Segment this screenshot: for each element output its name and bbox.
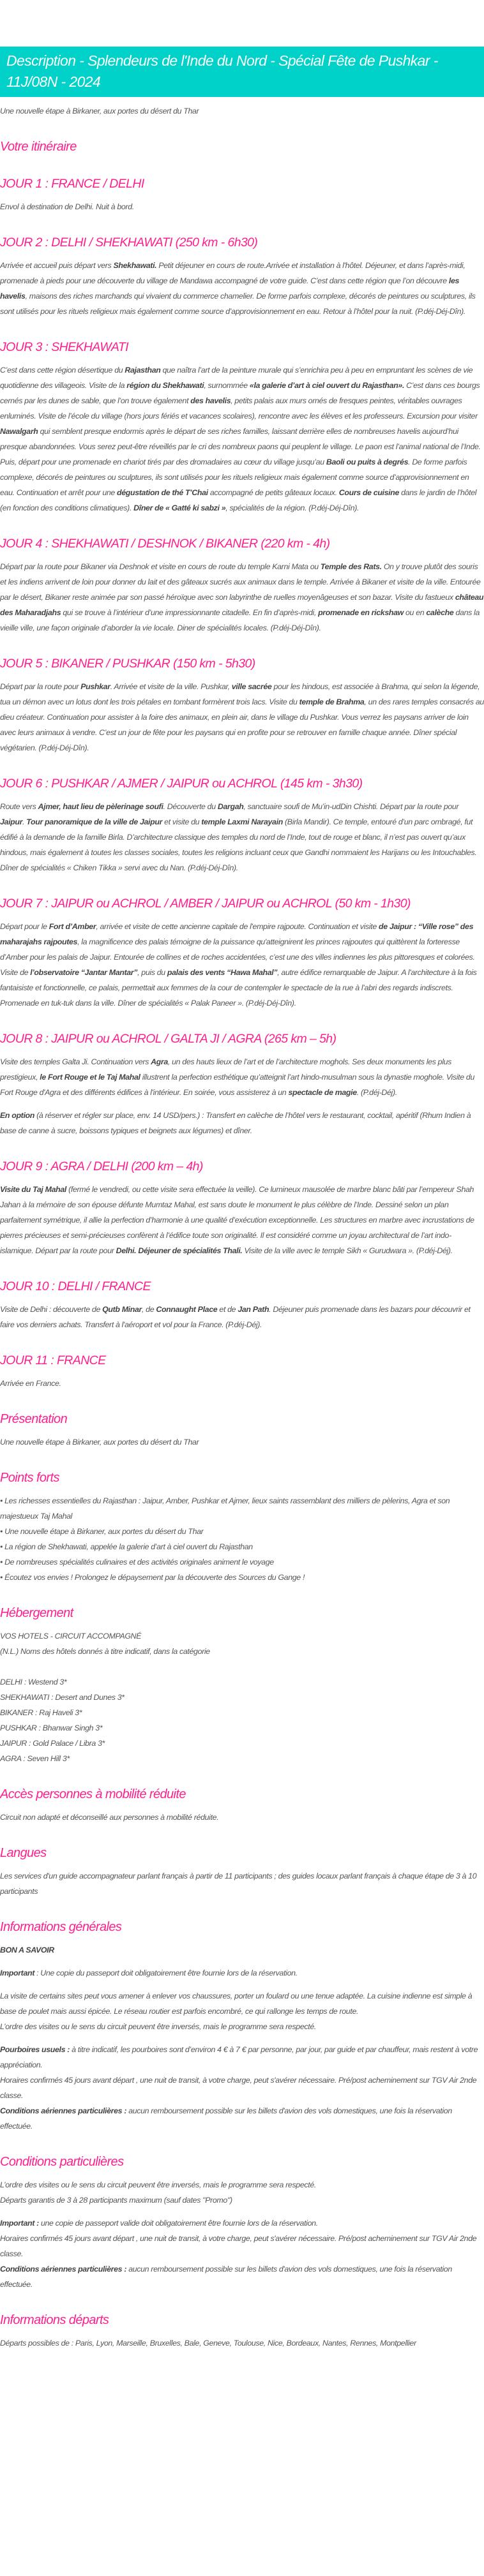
paragraph: [0, 1434, 484, 1450]
text: VOS HOTELS - CIRCUIT ACCOMPAGNÉ: [0, 1632, 142, 1641]
text: Route vers: [0, 802, 38, 811]
bold-text: Tour panoramique de la ville de Jaipur: [26, 817, 163, 826]
bold-text: Ajmer, haut lieu de pèlerinage soufi: [38, 802, 163, 811]
bold-text: Connaught Place: [156, 1305, 218, 1314]
paragraph: [0, 1810, 484, 1825]
day-heading: JOUR 9 : AGRA / DELHI (200 km – 4h): [0, 1159, 203, 1173]
text: Envol à destination de Delhi. Nuit à bord.: [0, 202, 134, 211]
day-heading: JOUR 6 : PUSHKAR / AJMER / JAIPUR ou ACHROL (145 km - 3h30): [0, 777, 363, 791]
bold-text: les havelis: [0, 276, 460, 301]
text: AGRA : Seven Hill 3*: [0, 1754, 70, 1763]
bold-text: le Fort Rouge et le Taj Mahal: [40, 1073, 140, 1082]
bold-text: palais des vents “Hawa Mahal”: [167, 968, 278, 977]
text: BIKANER : Raj Haveli 3*: [0, 1708, 82, 1717]
text: (à réserver et régler sur place, env. 14 USD/pers.) : Transfert en calèche de l’hôtel vers le restaurant, cocktail, apéritif (Rhum Indien à base de canne à sucre, boissons typiques et beignets aux légumes) et dîner.: [0, 1111, 471, 1135]
text: et visite du: [162, 817, 202, 826]
text: Visite de la ville avec le temple Sikh « Gurudwara ». (P.déj-Déj).: [242, 1246, 453, 1255]
bold-text: Pourboires usuels :: [0, 2045, 70, 2054]
text: illustrent la perfection esthétique qu’atteignit l’art hindo-musulman sous la dynastie moghole. Visite du Fort Rouge d'Agra et des différents édifices à l'intérieur. En soirée, vous assisterez à un: [0, 1073, 474, 1097]
day-heading: JOUR 3 : SHEKHAWATI: [0, 340, 128, 354]
paragraph: [0, 1868, 484, 1899]
bold-text: BON A SAVOIR: [0, 1946, 54, 1954]
bold-text: Jan Path: [238, 1305, 269, 1314]
bold-text: temple Laxmi Narayain: [201, 817, 283, 826]
text: , un des hauts lieux de l’art et de l’architecture moghols. Ses deux monuments les plus prestigieux,: [0, 1057, 452, 1082]
text: , spécialités de la région. (P.déj-Déj-Dîn).: [225, 503, 359, 512]
bold-text: Jaipur: [0, 817, 23, 826]
paragraph: [0, 258, 484, 319]
paragraph: [0, 679, 484, 756]
text: • Les richesses essentielles du Rajasthan : Jaipur, Amber, Pushkar et Ajmer, lieux saints rassemblant des milliers de pèlerins, Agra et son majestueux Taj Mahal: [0, 1496, 450, 1521]
day-heading: JOUR 5 : BIKANER / PUSHKAR (150 km - 5h30): [0, 657, 255, 671]
bold-text: Shekhawati.: [113, 261, 157, 270]
text: Arrivée et accueil puis départ vers: [0, 261, 114, 270]
paragraph: [0, 199, 484, 214]
title-banner: [0, 47, 484, 97]
text: , un des rares temples consacrés au dieu créateur. Continuation pour assister à la foire des animaux, en plein air, dans le village du Pushkar. Vous verrez les paysans arriver de loin avec leurs animaux à vendre. C’est un jour de fête pour les paysans qui en profite pour se retrouver en famille chaque année. Dîner spécial végétarien. (P.déj-Déj-Dîn).: [0, 697, 484, 752]
paragraph: [0, 1942, 484, 1958]
text: L’ordre des visites ou le sens du circuit peuvent être inversés, mais le programme sera respecté.: [0, 2180, 316, 2189]
bold-text: Dîner de « Gatté ki sabzi »: [133, 503, 226, 512]
bold-text: Agra: [151, 1057, 168, 1066]
section-heading: Votre itinéraire: [0, 140, 77, 154]
bold-text: spectacle de magie: [288, 1088, 357, 1097]
paragraph: [0, 1988, 484, 2034]
text: . Déjeuner puis promenade dans les bazars pour découvrir et faire vos derniers achats. Transfert à l'aéroport et vol pour la France. (P.déj-Déj).: [0, 1305, 471, 1329]
text: (Birla Mandir). Ce temple, entouré d’un parc ombragé, fut édifié à la demande de la famille Birla. D’architecture classique des temples du nord de l’Inde, tout de rouge et blanc, il n’est pas ouvert qu’aux hindous, mais également à toutes les classes sociales, toutes les religions incluant ceux que Gandhi nommaient les Harijans ou les Intouchables. Dîner de spécialités « Chiken Tikka » servi avec du Nan. (P.déj-Déj-Dîn).: [0, 817, 477, 872]
section-heading: Accès personnes à mobilité réduite: [0, 1787, 186, 1801]
bold-text: En option: [0, 1111, 34, 1120]
text: . Arrivée et visite de la ville. Pushkar,: [110, 682, 232, 691]
bold-text: Rajasthan: [125, 366, 161, 375]
bold-text: Important: [0, 1969, 34, 1977]
bold-text: des havelis: [190, 396, 231, 405]
text: une copie de passeport valide doit obligatoirement être fournie lors de la réservation.: [38, 2219, 318, 2228]
paragraph: [0, 1108, 484, 1138]
text: , petits palais aux murs ornés de fresques peintes, véritables ouvrages enluminés. Visite de l’école du village (hors jours fériés et vacances scolaires), rencontre avec les élèves et les professeurs. Excursion pour visiter: [0, 396, 478, 421]
text: aucun remboursement possible sur les billets d'avion des vols domestiques, une fois la réservation effectuée.: [0, 2106, 452, 2131]
bold-text: Fort d’Amber: [49, 922, 96, 931]
text: Départs possibles de : Paris, Lyon, Marseille, Bruxelles, Bale, Geneve, Toulouse, Nice, Bordeaux, Nantes, Rennes, Montpellier: [0, 2339, 416, 2348]
text: qui se trouve à l’intérieur d’une impressionnante citadelle. En fin d’après-midi,: [61, 608, 319, 617]
text: Visite des temples Galta Ji. Continuation vers: [0, 1057, 151, 1066]
text: dans la vieille ville, une façon originale d’aborder la vie locale. Diner de spécialités locales. (P.déj-Déj-Dîn).: [0, 608, 480, 632]
text: , puis du: [137, 968, 167, 977]
paragraph: [0, 2042, 484, 2134]
bold-text: Important :: [0, 2219, 39, 2228]
text: Départs garantis de 3 à 28 participants maximum (sauf dates "Promo"): [0, 2196, 232, 2205]
text: C’est dans ces bourgs cernés par les dunes de sable, que l’on trouve également: [0, 381, 480, 405]
day-heading: JOUR 8 : JAIPUR ou ACHROL / GALTA JI / AGRA (265 km – 5h): [0, 1032, 337, 1046]
text: , maisons des riches marchands qui vivaient du commerce chamelier. De forme parfois complexe, décorés de peintures ou sculptures, ils sont utilisés pour les rituels religieux mais également comme source d’approvisionnement en eau. Retour à l’hôtel pour la nuit. (P.déj-Déj-Dîn).: [0, 292, 476, 316]
text: PUSHKAR : Bhanwar Singh 3*: [0, 1724, 103, 1732]
paragraph: [0, 362, 484, 516]
paragraph: [0, 1628, 484, 1766]
bold-text: château des Maharadjahs: [0, 593, 484, 617]
page-title: Description - Splendeurs de l'Inde du Nord - Spécial Fête de Pushkar - 11J/08N - 2024: [6, 52, 438, 90]
text: Arrivée en France.: [0, 1379, 61, 1388]
text: . De forme parfois complexe, décorés de peintures ou sculptures, ils sont utilisés pour les rituels religieux mais également comme source d’approvisionnement en eau. Continuation et arrêt pour une: [0, 458, 469, 497]
text: ou en: [403, 608, 427, 617]
text: DELHI : Westend 3*: [0, 1678, 67, 1686]
bold-text: l’observatoire “Jantar Mantar”: [30, 968, 138, 977]
bold-text: Qutb Minar: [102, 1305, 142, 1314]
section-heading: Informations générales: [0, 1920, 122, 1934]
text: Circuit non adapté et déconseillé aux personnes à mobilité réduite.: [0, 1813, 219, 1822]
text: . Découverte du: [163, 802, 218, 811]
section-heading: Langues: [0, 1846, 47, 1860]
day-heading: JOUR 1 : FRANCE / DELHI: [0, 177, 144, 191]
text: (fermé le vendredi, ou cette visite sera effectuée la veille). Ce lumineux mausolée de marbre blanc bâti par l’empereur Shah Jahan à la mémoire de son épouse défunte Mumtaz Mahal, est sans doute le monument le plus célèbre de l’Inde. Dessiné selon un plan parfaitement symétrique, il allie la perfection d’harmonie à une qualité d’exécution exceptionnelle. Les structures en marbre avec incrustations de pierres précieuses et semi-précieuses confèrent à l’édifice toute son originalité. Il est considéré comme un joyau architectural de l’art indo-islamique. Départ par la route pour: [0, 1185, 474, 1255]
bold-text: Conditions aériennes particulières :: [0, 2265, 127, 2274]
text: , de: [141, 1305, 156, 1314]
bold-text: Pushkar: [80, 682, 110, 691]
text: , surnommée: [204, 381, 250, 390]
paragraph: [0, 1493, 484, 1585]
text: et de: [217, 1305, 238, 1314]
section-heading: Points forts: [0, 1471, 59, 1485]
text: Horaires confirmés 45 jours avant départ , une nuit de transit, à votre charge, peut s'avérer nécessaire. Pré/post acheminement sur TGV Air 2nde classe.: [0, 2234, 477, 2258]
bold-text: ville sacrée: [231, 682, 272, 691]
text: Départ par la route pour Bikaner via Deshnok et visite en cours de route du temple Karni Mata ou: [0, 562, 321, 571]
paragraph: [0, 1182, 484, 1258]
bold-text: Nawalgarh: [0, 427, 38, 436]
paragraph: [0, 1965, 484, 1981]
text: • De nombreuses spécialités culinaires et des activités originales animent le voyage: [0, 1558, 274, 1567]
description-content: [0, 103, 484, 2351]
text: accompagné de petits gâteaux locaux.: [208, 488, 339, 497]
day-heading: JOUR 11 : FRANCE: [0, 1353, 106, 1367]
text: Départ par la route pour: [0, 682, 81, 691]
section-heading: Informations départs: [0, 2313, 109, 2327]
bold-text: «la galerie d’art à ciel ouvert du Rajasthan».: [249, 381, 405, 390]
paragraph: [0, 2177, 484, 2208]
bold-text: Temple des Rats.: [320, 562, 382, 571]
text: que naîtra l’art de la peinture murale qui s’enrichira peu à peu en empruntant les scènes de vie quotidienne des villageois. Visite de la: [0, 366, 473, 390]
bold-text: promenade en rickshaw: [318, 608, 404, 617]
text: Une nouvelle étape à Birkaner, aux portes du désert du Thar: [0, 107, 199, 115]
text: La visite de certains sites peut vous amener à enlever vos chaussures, porter un foulard ou une tenue adaptée. La cuisine indienne est simple à base de poulet mais aussi épicée. Le réseau routier est parfois encombré, ce qui rallonge les temps de route.: [0, 1992, 473, 2016]
text: Les services d'un guide accompagnateur parlant français à partir de 11 participants ; des guides locaux parlant français à chaque étape de 3 à 10 participants: [0, 1872, 477, 1896]
text: Horaires confirmés 45 jours avant départ , une nuit de transit, à votre charge, peut s'avérer nécessaire. Pré/post acheminement sur TGV Air 2nde classe.: [0, 2076, 477, 2100]
text: à titre indicatif, les pourboires sont d’environ 4 € à 7 € par personne, par jour, par guide et par chauffeur, mais restent à votre appréciation.: [0, 2045, 478, 2069]
text: dans le jardin de l’hôtel (en fonction des conditions climatiques).: [0, 488, 477, 512]
paragraph: [0, 559, 484, 636]
text: . (P.déj-Déj).: [356, 1088, 397, 1097]
bold-text: dégustation de thé T’Chai: [117, 488, 208, 497]
section-heading: Hébergement: [0, 1606, 73, 1620]
day-heading: JOUR 10 : DELHI / FRANCE: [0, 1279, 151, 1293]
section-heading: Présentation: [0, 1412, 68, 1426]
paragraph: [0, 2335, 484, 2351]
text: • La région de Shekhawati, appelée la galerie d’art à ciel ouvert du Rajasthan: [0, 1542, 253, 1551]
text: , la magnificence des palais témoigne de la puissance qu'atteignirent les princes rajpoutes qui quittèrent la forteresse d’Amber pour les palais de Jaipur. Entourée de collines et de roches accidentées, c’est une des villes indiennes les plus pittoresques et colorées. Visite de: [0, 937, 475, 977]
text: • Écoutez vos envies ! Prolongez le dépaysement par la découverte des Sources du Gange !: [0, 1573, 305, 1582]
bold-text: Baoli ou puits à degrés: [326, 458, 409, 466]
text: pour les hindous, est associée à Brahma, qui selon la légende, tua un démon avec un lotus dont les trois pétales en tombant formèrent trois lacs. Visite du: [0, 682, 480, 706]
text: Une nouvelle étape à Birkaner, aux portes du désert du Thar: [0, 1438, 199, 1447]
day-heading: JOUR 2 : DELHI / SHEKHAWATI (250 km - 6h30): [0, 235, 258, 249]
text: Petit déjeuner en cours de route.Arrivée et installation à l'hôtel. Déjeuner, et dans l’après-midi, promenade à pieds pour une découverte du village de Mandawa accompagné de votre guide. C’est dans cette région que l’on découvre: [0, 261, 465, 285]
text: (N.L.) Noms des hôtels donnés à titre indicatif, dans la catégorie: [0, 1647, 210, 1656]
day-heading: JOUR 7 : JAIPUR ou ACHROL / AMBER / JAIPUR ou ACHROL (50 km - 1h30): [0, 897, 411, 911]
text: SHEKHAWATI : Desert and Dunes 3*: [0, 1693, 125, 1702]
bold-text: temple de Brahma: [299, 697, 365, 706]
paragraph: [0, 103, 484, 119]
paragraph: [0, 1054, 484, 1100]
paragraph: [0, 799, 484, 875]
paragraph: [0, 2215, 484, 2292]
text: L’ordre des visites ou le sens du circuit peuvent être inversés, mais le programme sera respecté.: [0, 2022, 316, 2031]
bold-text: Cours de cuisine: [338, 488, 400, 497]
paragraph: [0, 1302, 484, 1332]
text: , sanctuaire soufi de Mu’in-udDin Chishti. Départ par la route pour: [243, 802, 459, 811]
paragraph: [0, 1376, 484, 1391]
text: JAIPUR : Gold Palace / Libra 3*: [0, 1739, 105, 1748]
text: Visite de Delhi : découverte de: [0, 1305, 103, 1314]
bold-text: calèche: [426, 608, 454, 617]
text: : Une copie du passeport doit obligatoirement être fournie lors de la réservation.: [34, 1969, 298, 1977]
paragraph: [0, 919, 484, 1011]
bold-text: Dargah: [217, 802, 244, 811]
text: Départ pour le: [0, 922, 49, 931]
text: qui semblent presque endormis après le départ de ses riches familles, laissant derrière elles de nombreuses havelis aujourd’hui presque abandonnées. Vous serez peut-être réveillés par le cri des nombreux paons qui peuplent le village. Le paon est l’animal national de l’Inde. Puis, départ pour une promenade en chariot tirés par des dromadaires au cœur du village jusqu’au: [0, 427, 481, 466]
text: C’est dans cette région désertique du: [0, 366, 125, 375]
day-heading: JOUR 4 : SHEKHAWATI / DESHNOK / BIKANER (220 km - 4h): [0, 537, 330, 551]
bold-text: Conditions aériennes particulières :: [0, 2106, 127, 2115]
text: • Une nouvelle étape à Birkaner, aux portes du désert du Thar: [0, 1527, 204, 1536]
text: aucun remboursement possible sur les billets d'avion des vols domestiques, une fois la réservation effectuée.: [0, 2265, 452, 2289]
bold-text: région du Shekhawati: [126, 381, 204, 390]
text: .: [22, 817, 27, 826]
text: , autre édifice remarquable de Jaipur. A l'architecture à la fois fantaisiste et fonctionnelle, ce palais, permettait aux femmes de la cour de contempler le spectacle de la rue à l’abri des regards indiscrets. Promenade en tuk-tuk dans la ville. Dîner de spécialités « Palak Paneer ». (P.déj-Déj-Dîn).: [0, 968, 477, 1008]
bold-text: de Jaipur : “Ville rose” des maharajahs rajpoutes: [0, 922, 474, 946]
text: , arrivée et visite de cette ancienne capitale de l'empire rajpoute. Continuation et visite: [96, 922, 379, 931]
bold-text: Visite du Taj Mahal: [0, 1185, 66, 1194]
text: On y trouve plutôt des souris et les indiens arrivent de loin pour donner du lait et des gâteaux sucrés aux animaux dans le temple. Arrivée à Bikaner et visite de la ville. Entourée par le désert, Bikaner reste animée par son passé héroïque avec son labyrinthe de ruelles moyenâgeuses et son bazar. Visite du fastueux: [0, 562, 481, 602]
bold-text: Delhi. Déjeuner de spécialités Thali.: [116, 1246, 243, 1255]
section-heading: Conditions particulières: [0, 2155, 124, 2169]
